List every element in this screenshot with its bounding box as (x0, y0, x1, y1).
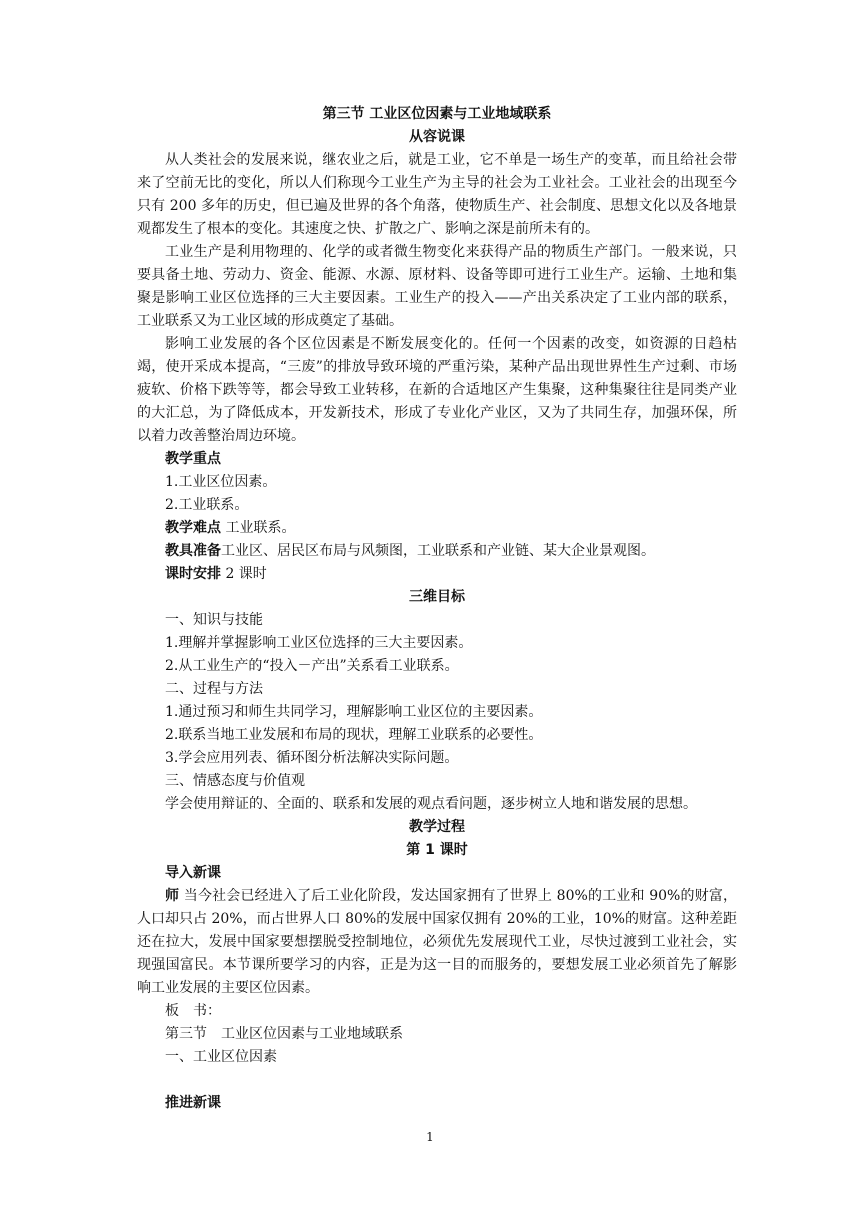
objective-heading: 一、知识与技能 (165, 612, 263, 628)
tools-text: 工业区、居民区布局与风频图，工业联系和产业链、某大企业景观图。 (221, 543, 655, 559)
objective-heading: 二、过程与方法 (165, 681, 263, 697)
objective-item: 2.联系当地工业发展和布局的现状，理解工业联系的必要性。 (165, 727, 543, 743)
objective-heading: 三、情感态度与价值观 (165, 773, 305, 789)
spacer (137, 1069, 737, 1092)
key-point-item: 2.工业联系。 (165, 497, 249, 513)
difficulty-label: 教学难点 (165, 520, 221, 536)
page-content (137, 103, 737, 1115)
new-lesson-label: 推进新课 (165, 1095, 221, 1111)
schedule-line (137, 563, 737, 586)
objective-text: 学会使用辩证的、全面的、联系和发展的观点看问题，逐步树立人地和谐发展的思想。 (165, 796, 697, 812)
objective-item: 2.从工业生产的“投入－产出”关系看工业联系。 (165, 658, 459, 674)
board-label: 板 书： (165, 1003, 221, 1019)
tools-line (137, 540, 737, 563)
board-line: 一、工业区位因素 (165, 1049, 277, 1065)
intro-paragraph-1: 从人类社会的发展来说，继农业之后，就是工业，它不单是一场生产的变革，而且给社会带来了空前无比的变化，所以人们称现今工业生产为主导的社会为工业社会。工业社会的出现至今只有 200 多年的历史，但已遍及世界的各个角落，使物质生产、社会制度、思想文化以及各地景观都发生了根本的变化。其速度之快、扩散之广、影响之深是前所未有的。 (137, 152, 737, 237)
intro-paragraph-2: 工业生产是利用物理的、化学的或者微生物变化来获得产品的物质生产部门。一般来说，只要具备土地、劳动力、资金、能源、水源、原材料、设备等即可进行工业生产。运输、土地和集聚是影响工业区位选择的三大主要因素。工业生产的投入——产出关系决定了工业内部的联系，工业联系又为工业区域的形成奠定了基础。 (137, 244, 737, 329)
objective-item: 1.理解并掌握影响工业区位选择的三大主要因素。 (165, 635, 473, 651)
subtitle: 从容说课 (409, 129, 465, 145)
section-title: 第三节 工业区位因素与工业地域联系 (322, 106, 552, 122)
page-number: 1 (426, 1130, 434, 1144)
process-title: 教学过程 (409, 819, 465, 835)
objectives-title: 三维目标 (409, 589, 465, 605)
difficulty-line (137, 517, 737, 540)
board-line: 第三节 工业区位因素与工业地域联系 (165, 1026, 403, 1042)
schedule-label: 课时安排 (165, 566, 221, 582)
tools-label: 教具准备 (165, 543, 221, 559)
lesson-title: 第 1 课时 (406, 842, 468, 858)
intro-paragraph-3: 影响工业发展的各个区位因素是不断发展变化的。任何一个因素的改变，如资源的日趋枯竭，使开采成本提高，“三废”的排放导致环境的严重污染，某种产品出现世界性生产过剩、市场疲软、价格下跌等等，都会导致工业转移，在新的合适地区产生集聚，这种集聚往往是同类产业的大汇总，为了降低成本，开发新技术，形成了专业化产业区，又为了共同生存，加强环保，所以着力改善整治周边环境。 (137, 336, 737, 444)
objective-item: 1.通过预习和师生共同学习，理解影响工业区位的主要因素。 (165, 704, 543, 720)
intro-label: 导入新课 (165, 865, 221, 881)
objective-item: 3.学会应用列表、循环图分析法解决实际问题。 (165, 750, 459, 766)
key-point-item: 1.工业区位因素。 (165, 474, 277, 490)
key-points-label: 教学重点 (165, 451, 221, 467)
difficulty-text: 工业联系。 (221, 520, 296, 536)
schedule-text: 2 课时 (221, 566, 267, 582)
teacher-paragraph (137, 885, 737, 1000)
teacher-label: 师 (165, 888, 180, 904)
teacher-text: 当今社会已经进入了后工业化阶段，发达国家拥有了世界上 80%的工业和 90%的财富，人口却只占 20%，而占世界人口 80%的发展中国家仅拥有 20%的工业，10%的财富。这种差距还在拉大，发展中国家要想摆脱受控制地位，必须优先发展现代工业，尽快过渡到工业社会，实现强国富民。本节课所要学习的内容，正是为这一目的而服务的，要想发展工业必须首先了解影响工业发展的主要区位因素。 (137, 888, 737, 996)
